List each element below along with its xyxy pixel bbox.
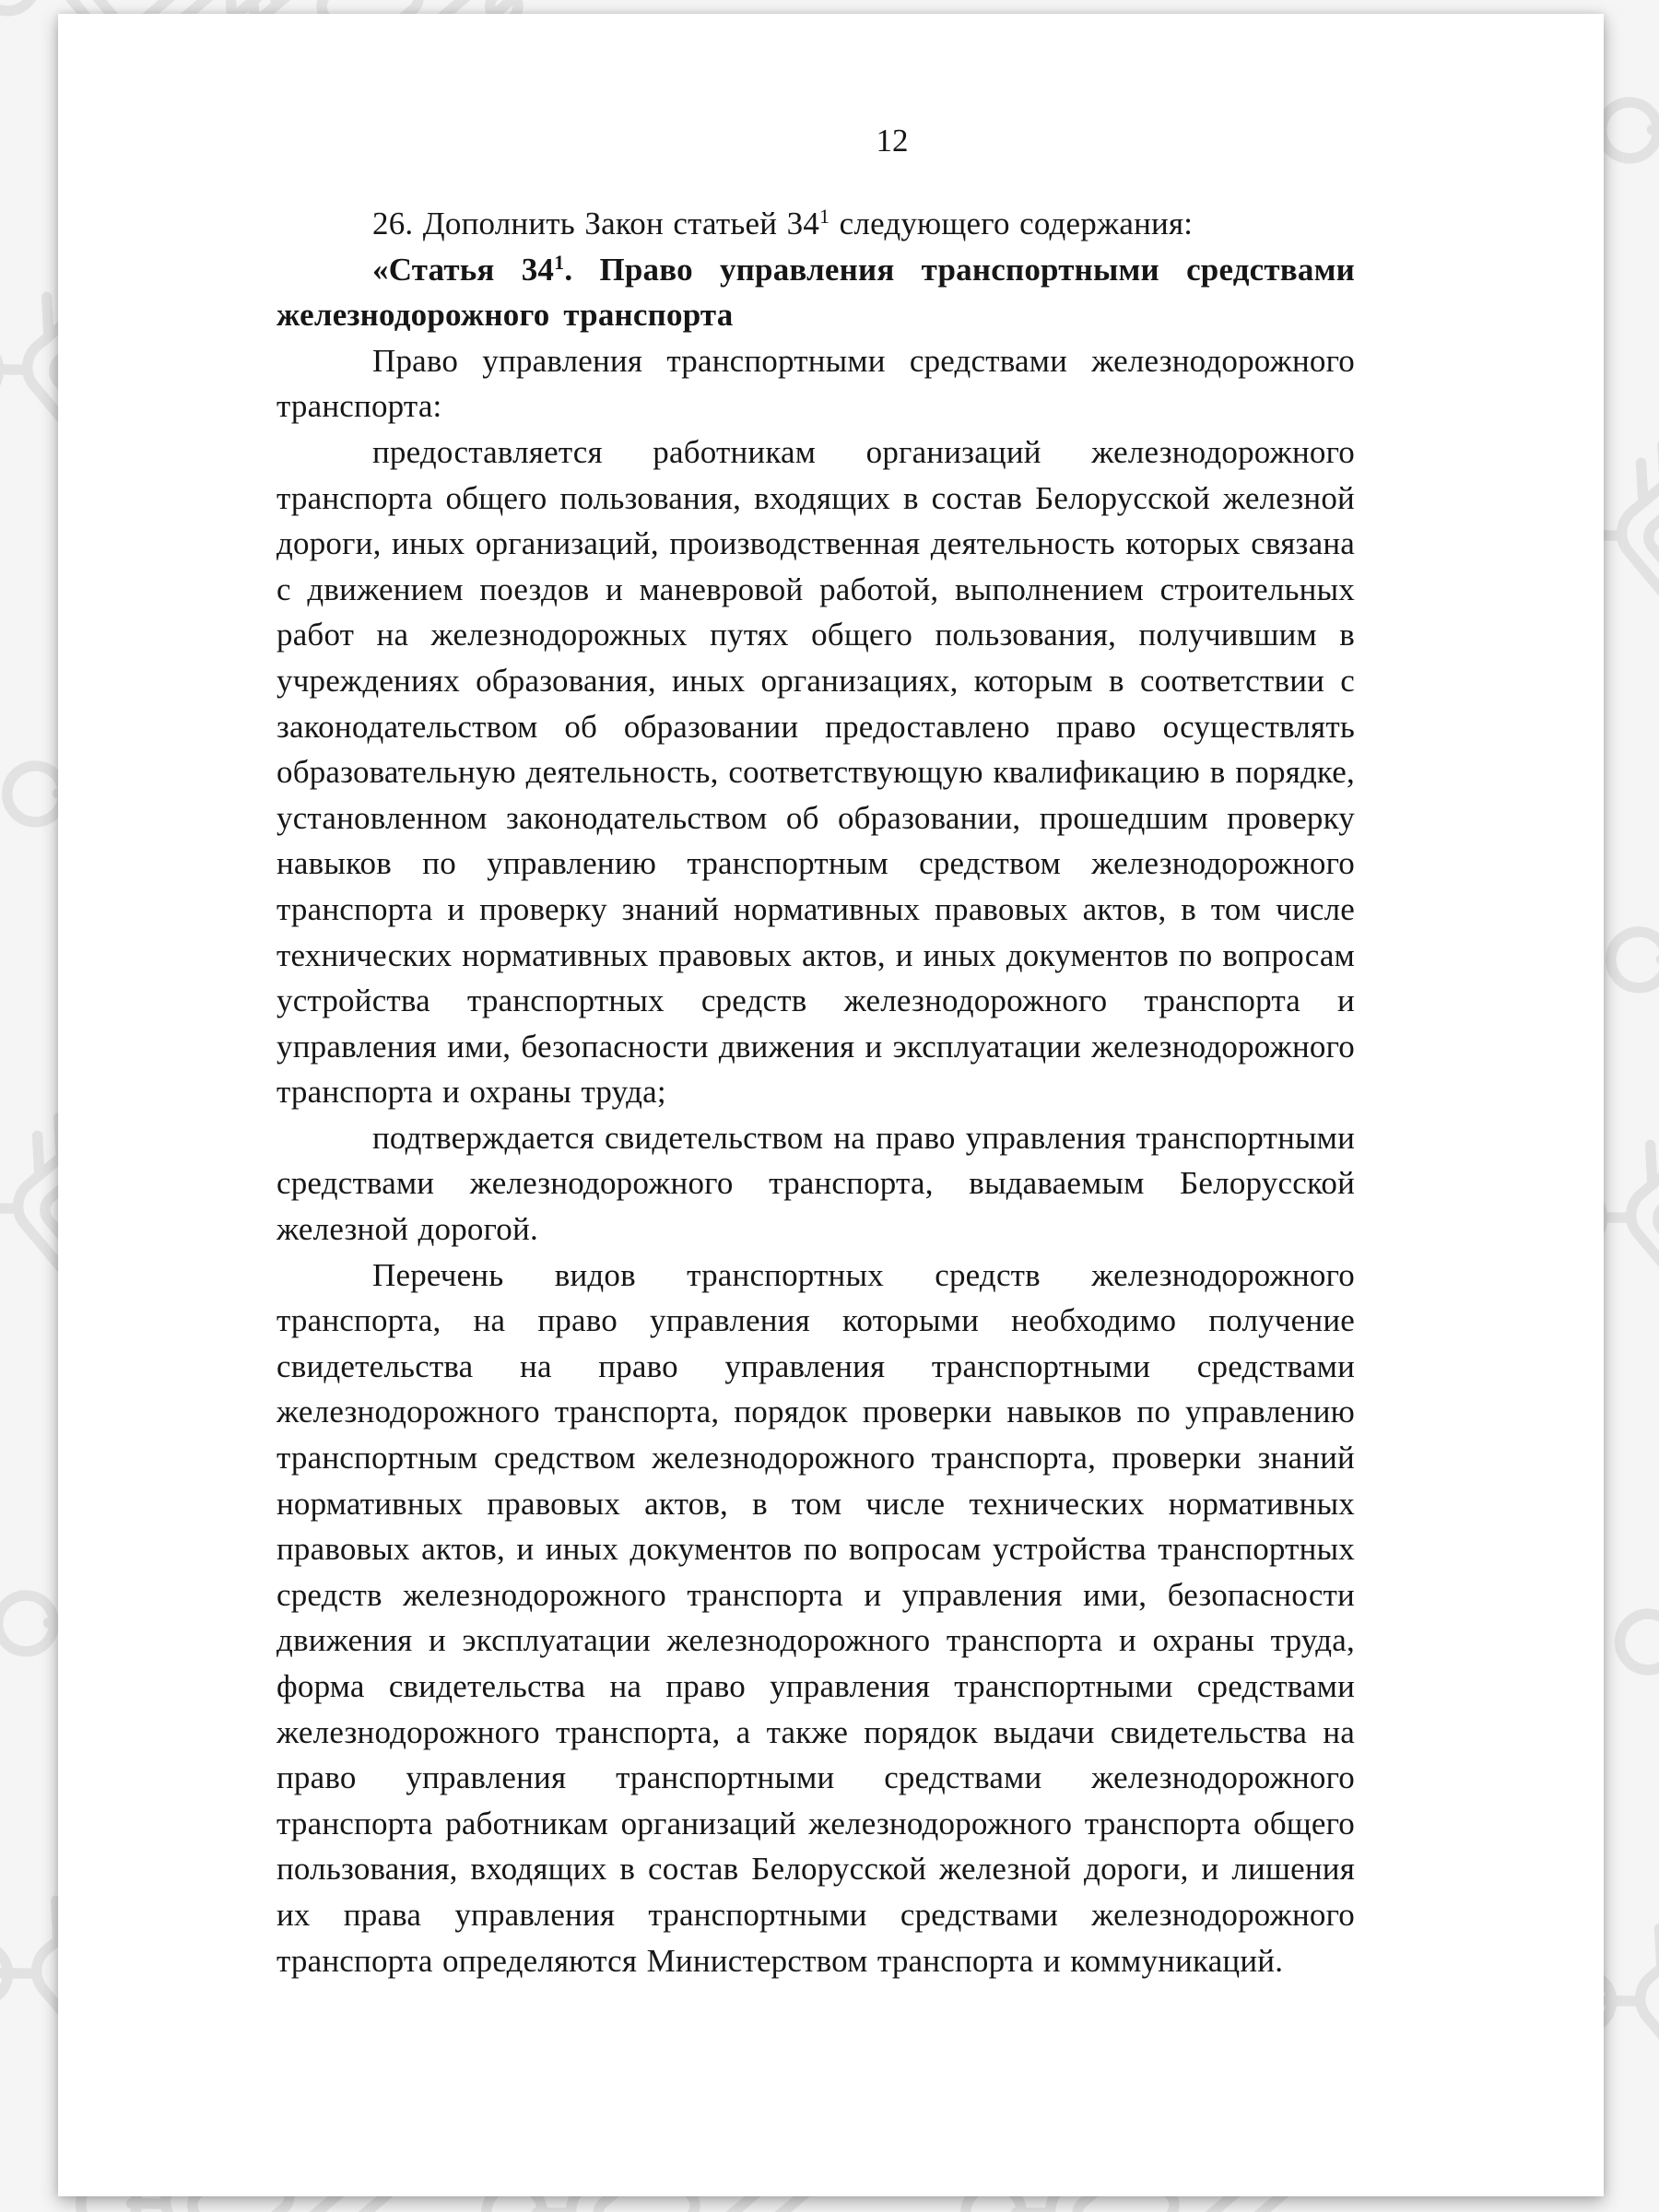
document-page — [58, 14, 1604, 2196]
paragraph: предоставляется работникам организаций железнодорожного транспорта общего пользования, входящих в состав Белорусской железной дороги, иных организаций, производственная деятельность которых связана с движением поездов и маневровой работой, выполнением строительных работ на железнодорожных путях общего пользования, получившим в учреждениях образования, иных организациях, которым в соответствии с законодательством об образовании предоставлено право осуществлять образовательную деятельность, соответствующую квалификацию в порядке, установленном законодательством об образовании, прошедшим проверку навыков по управлению транспортным средством железнодорожного транспорта и проверку знаний нормативных правовых актов, в том числе технических нормативных правовых актов, и иных документов по вопросам устройства транспортных средств железнодорожного транспорта и управления ими, безопасности движения и эксплуатации железнодорожного транспорта и охраны труда; — [276, 433, 1355, 1111]
paragraph: Право управления транспортными средствами железнодорожного транспорта: — [276, 342, 1355, 425]
superscript: 1 — [819, 204, 830, 228]
page-number: 12 — [876, 123, 909, 159]
article-heading: «Статья $34^1$. Право управления транспортными средствами железнодорожного транспорта — [276, 250, 1355, 334]
paragraph: Перечень видов транспортных средств железнодорожного транспорта, на право управления которыми необходимо получение свидетельства на право управления транспортными средствами железнодорожного транспорта, порядок проверки навыков по управлению транспортным средством железнодорожного транспорта, проверки знаний нормативных правовых актов, в том числе технических нормативных правовых актов, и иных документов по вопросам устройства транспортных средств железнодорожного транспорта и управления ими, безопасности движения и эксплуатации железнодорожного транспорта и охраны труда, форма свидетельства на право управления транспортными средствами железнодорожного транспорта, а также порядок выдачи свидетельства на право управления транспортными средствами железнодорожного транспорта работникам организаций железнодорожного транспорта общего пользования, входящих в состав Белорусской железной дороги, и лишения их права управления транспортными средствами железнодорожного транспорта определяются Министерством транспорта и коммуникаций. — [276, 1256, 1355, 1979]
superscript: 1 — [554, 250, 565, 274]
paragraph: 26. Дополнить Закон статьей $34^1$ следующего содержания: — [372, 204, 1194, 241]
document-content — [276, 118, 1355, 1983]
paragraph: подтверждается свидетельством на право управления транспортными средствами железнодорожного транспорта, выдаваемым Белорусской железной дорогой. — [276, 1119, 1355, 1248]
document-text — [276, 201, 1355, 1983]
